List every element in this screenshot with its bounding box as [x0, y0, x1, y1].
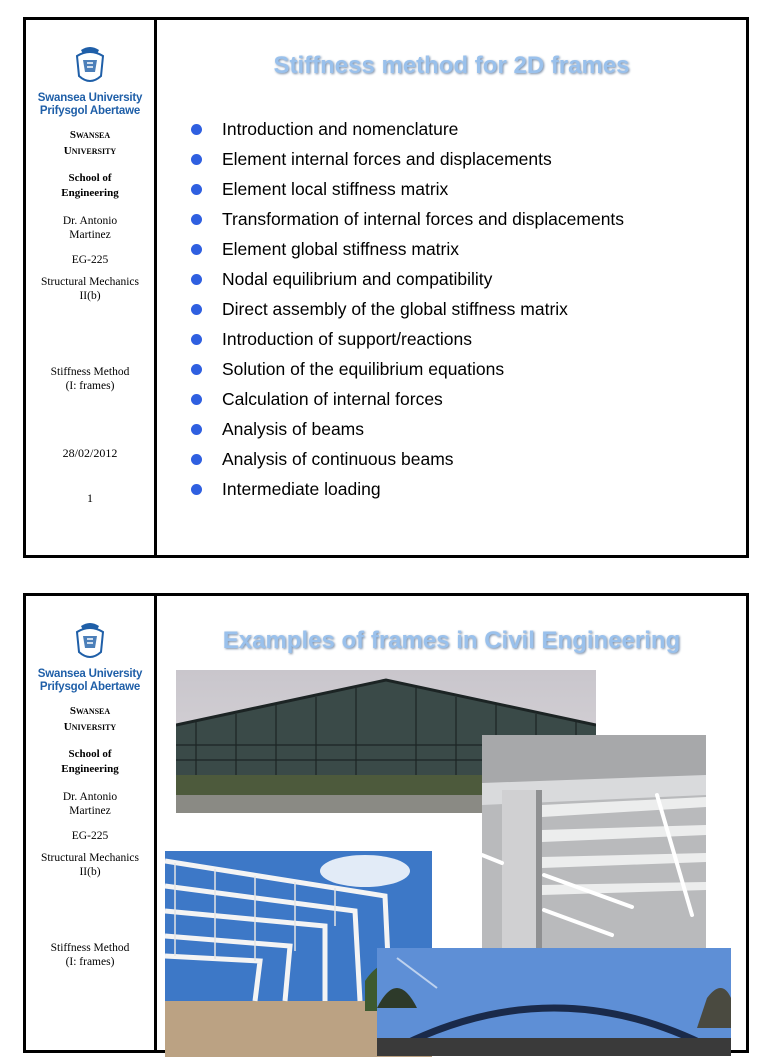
- topic-line2: (I: frames): [65, 956, 115, 968]
- university-label: [26, 703, 154, 735]
- photo-interior-steel-beams: [482, 735, 706, 956]
- topic-line1: Stiffness Method: [50, 942, 130, 954]
- school-line2: Engineering: [61, 763, 119, 775]
- university-name-en: Swansea University: [37, 92, 143, 104]
- school-line2: Engineering: [61, 187, 119, 199]
- topic-list-item-text: Transformation of internal forces and displacements: [222, 209, 625, 229]
- university-label: [26, 127, 154, 159]
- slide-content: [157, 596, 746, 1050]
- author-line1: Dr. Antonio: [62, 791, 118, 803]
- author-line2: Martinez: [69, 229, 111, 241]
- bullet-icon: [191, 274, 202, 285]
- bullet-icon: [191, 364, 202, 375]
- bullet-icon: [191, 244, 202, 255]
- university-label-line2: University: [63, 145, 117, 157]
- topic-list-item: [191, 208, 624, 238]
- author-line1: Dr. Antonio: [62, 215, 118, 227]
- course-line2: II(b): [79, 866, 101, 878]
- university-label-line1: Swansea: [69, 129, 111, 141]
- bullet-icon: [191, 334, 202, 345]
- page-number: 1: [87, 491, 93, 505]
- author: [26, 214, 154, 242]
- author: [26, 790, 154, 818]
- topic-list-item-text: Introduction and nomenclature: [222, 119, 459, 139]
- university-name-en: Swansea University: [37, 668, 143, 680]
- slide-1: [23, 17, 749, 558]
- bullet-icon: [191, 184, 202, 195]
- bullet-icon: [191, 484, 202, 495]
- topic-line1: Stiffness Method: [50, 366, 130, 378]
- topic-list-item-text: Analysis of continuous beams: [222, 449, 454, 469]
- school-line1: School of: [68, 172, 112, 184]
- topic-list: [191, 118, 624, 508]
- topic-list-item: [191, 478, 624, 508]
- topic-list-item: [191, 148, 624, 178]
- topic-list-item-text: Direct assembly of the global stiffness matrix: [222, 299, 568, 319]
- school-line1: School of: [68, 748, 112, 760]
- slide-2: [23, 593, 749, 1053]
- school-label: [26, 171, 154, 201]
- topic-list-item: [191, 328, 624, 358]
- topic-list-item-text: Element global stiffness matrix: [222, 239, 460, 259]
- topic-list-item-text: Calculation of internal forces: [222, 389, 443, 409]
- topic-list-item-text: Intermediate loading: [222, 479, 381, 499]
- topic-list-item: [191, 238, 624, 268]
- course-line2: II(b): [79, 290, 101, 302]
- topic-line2: (I: frames): [65, 380, 115, 392]
- course-line1: Structural Mechanics: [40, 276, 140, 288]
- topic-list-item: [191, 178, 624, 208]
- school-label: [26, 747, 154, 777]
- topic-list-item: [191, 298, 624, 328]
- lecture-date: 28/02/2012: [62, 446, 118, 460]
- sidebar: [26, 596, 157, 1050]
- topic-list-item-text: Element local stiffness matrix: [222, 179, 449, 199]
- topic-list-item: [191, 268, 624, 298]
- topic-list-item: [191, 118, 624, 148]
- university-label-line2: University: [63, 721, 117, 733]
- course-code: EG-225: [71, 830, 109, 842]
- bullet-icon: [191, 454, 202, 465]
- lecture-topic: [26, 941, 154, 969]
- author-line2: Martinez: [69, 805, 111, 817]
- crest-icon: [73, 618, 107, 664]
- topic-list-item-text: Introduction of support/reactions: [222, 329, 473, 349]
- topic-list-item-text: Element internal forces and displacements: [222, 149, 552, 169]
- university-label-line1: Swansea: [69, 705, 111, 717]
- course-name: [26, 851, 154, 879]
- university-name-cy: Prifysgol Abertawe: [39, 105, 141, 117]
- course-line1: Structural Mechanics: [40, 852, 140, 864]
- slide-content: [157, 20, 746, 555]
- bullet-icon: [191, 154, 202, 165]
- university-name-cy: Prifysgol Abertawe: [39, 681, 141, 693]
- slide-title: Stiffness method for 2D frames: [273, 52, 630, 79]
- topic-list-item: [191, 388, 624, 418]
- slide-title: Examples of frames in Civil Engineering: [222, 627, 681, 654]
- topic-list-item: [191, 418, 624, 448]
- university-logo: [26, 42, 154, 118]
- topic-list-item-text: Solution of the equilibrium equations: [222, 359, 505, 379]
- bullet-icon: [191, 304, 202, 315]
- topic-list-item: [191, 448, 624, 478]
- bullet-icon: [191, 424, 202, 435]
- topic-list-item-text: Analysis of beams: [222, 419, 365, 439]
- course-code: EG-225: [71, 254, 109, 266]
- university-logo: [26, 618, 154, 694]
- crest-icon: [73, 42, 107, 88]
- bullet-icon: [191, 214, 202, 225]
- sidebar: [26, 20, 157, 555]
- bullet-icon: [191, 124, 202, 135]
- bullet-icon: [191, 394, 202, 405]
- topic-list-item: [191, 358, 624, 388]
- course-name: [26, 275, 154, 303]
- photo-arch-bridge: [377, 948, 731, 1056]
- topic-list-item-text: Nodal equilibrium and compatibility: [222, 269, 493, 289]
- lecture-topic: [26, 365, 154, 393]
